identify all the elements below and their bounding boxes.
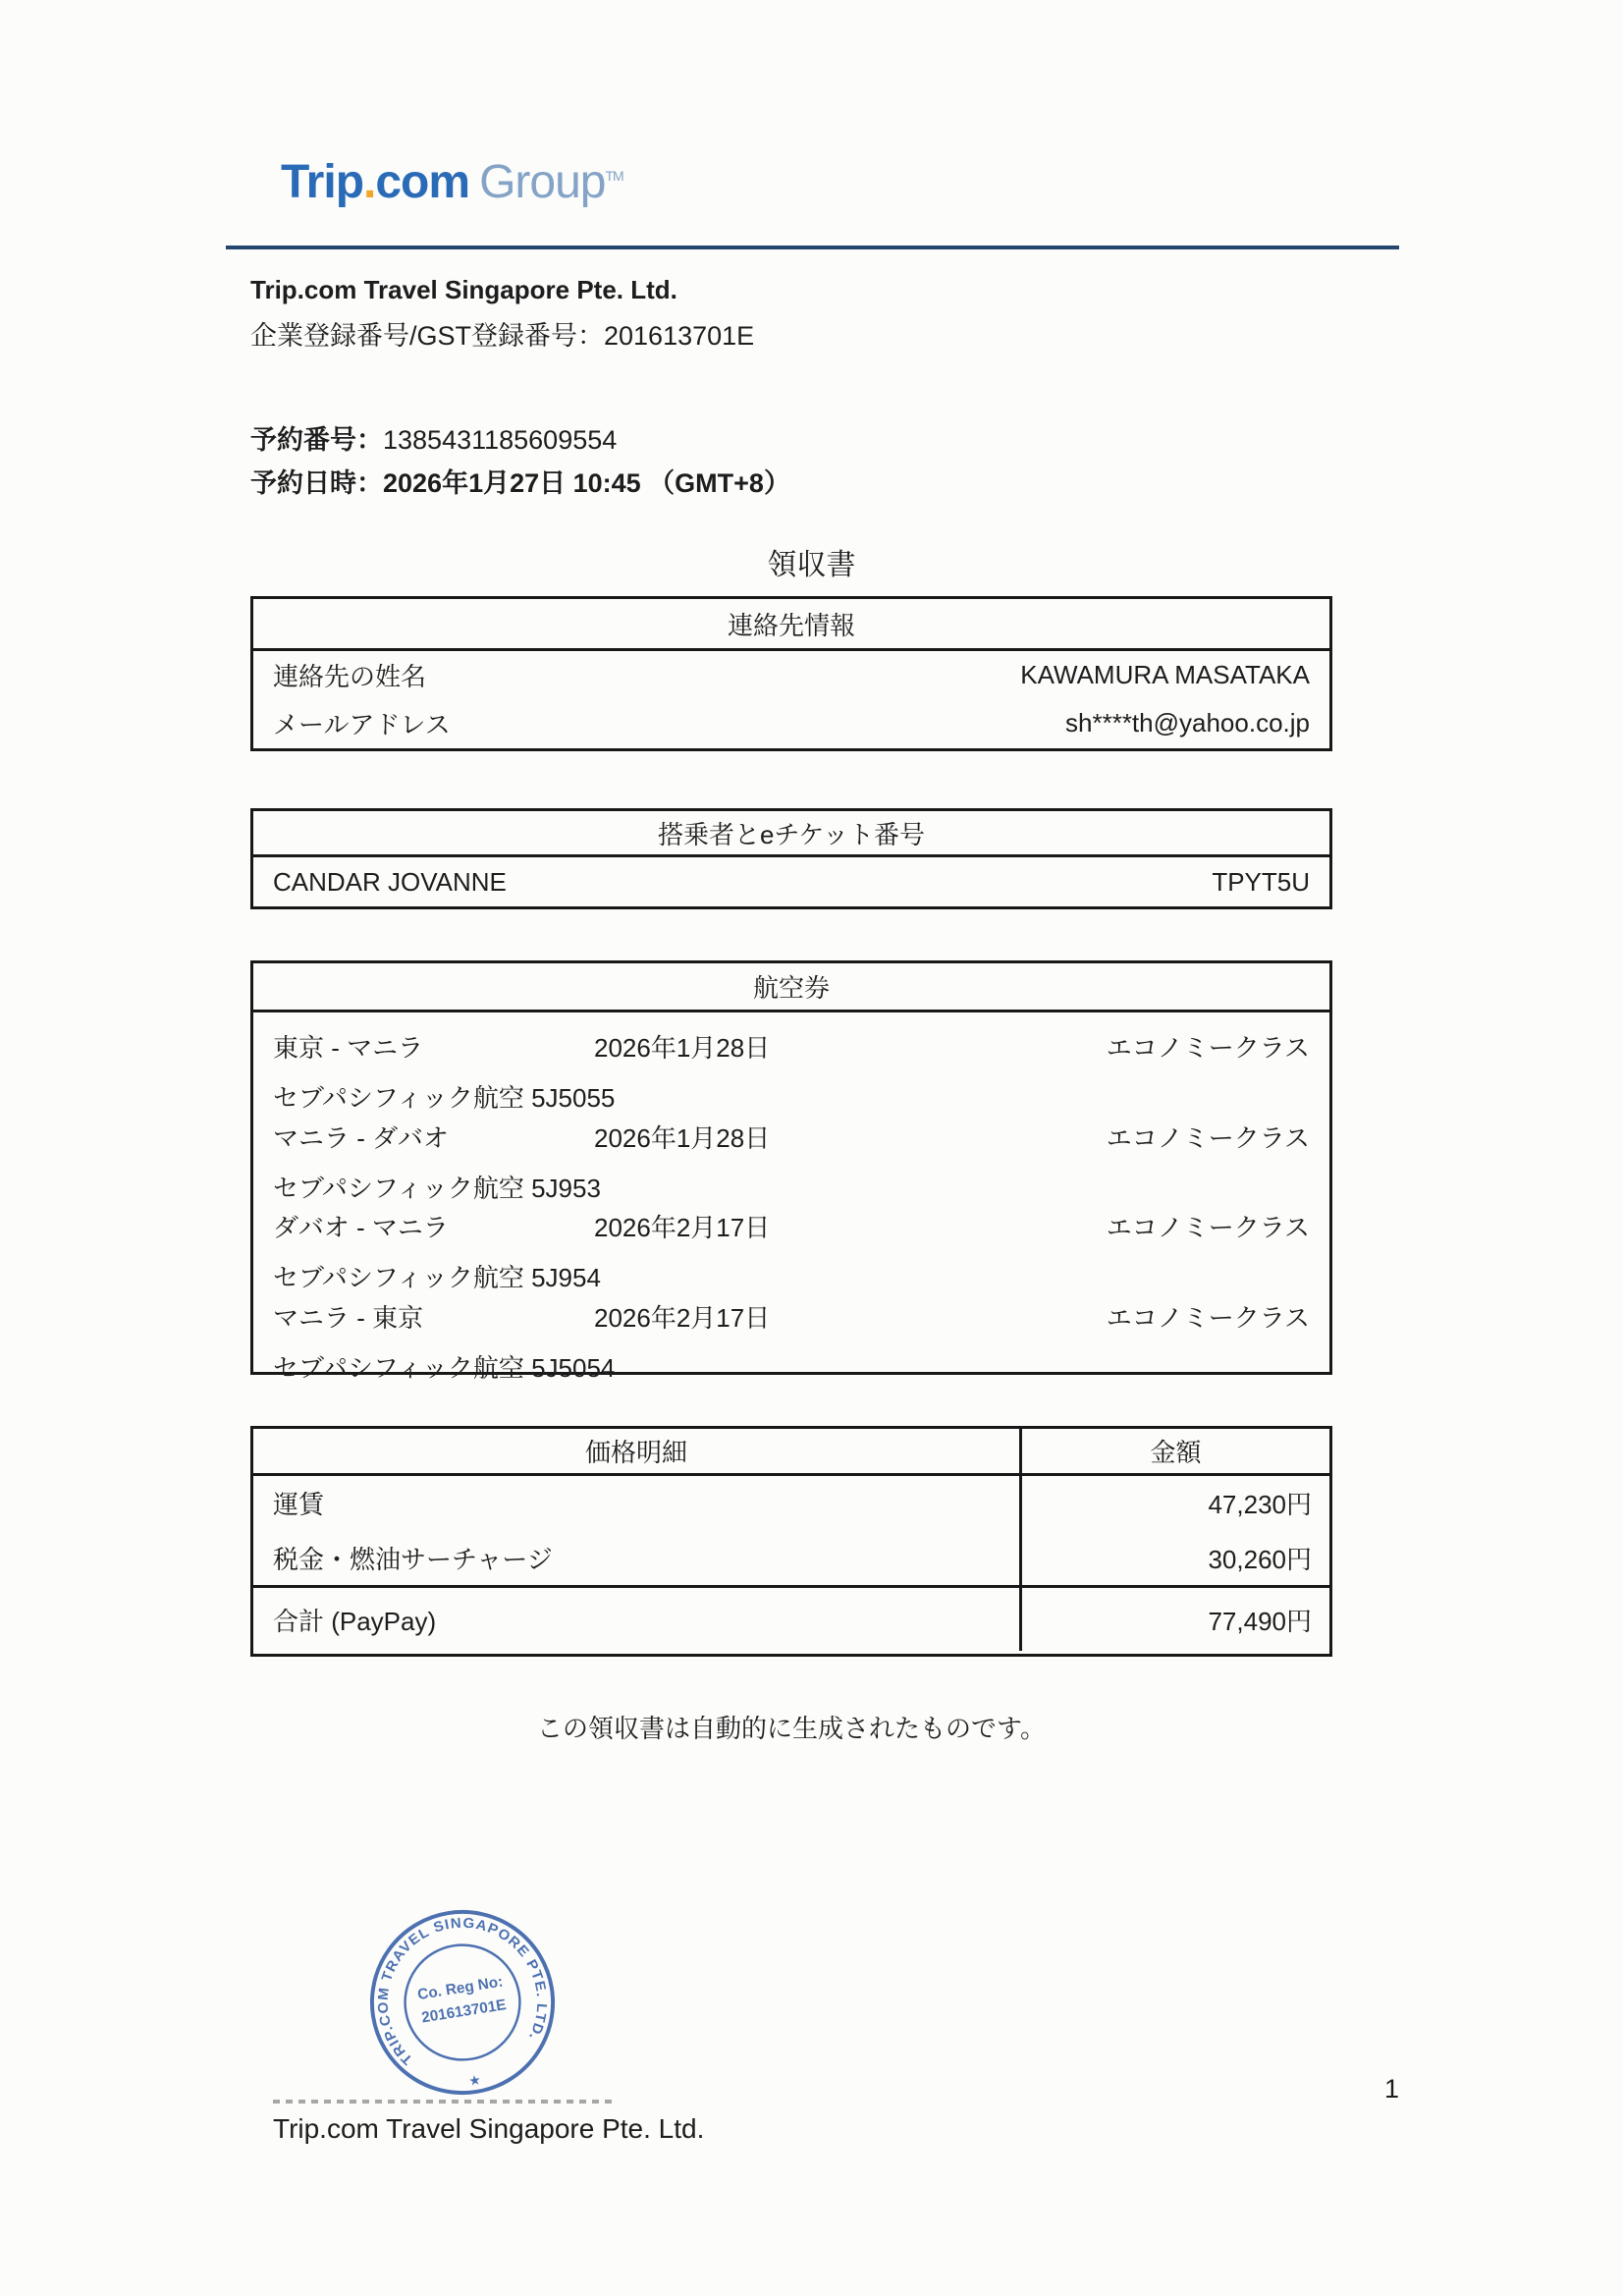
flight-date: 2026年2月17日: [594, 1302, 771, 1333]
total-row: [253, 1585, 1329, 1651]
total-label: 合計 (PayPay): [273, 1606, 437, 1636]
flight-row: [253, 1012, 1329, 1113]
logo-group-text: Group: [479, 156, 606, 208]
passenger-ticket-table: [250, 808, 1332, 909]
flight-route: マニラ - ダバオ: [273, 1122, 449, 1153]
company-name: Trip.com Travel Singapore Pte. Ltd.: [250, 275, 677, 304]
contact-info-table: [250, 596, 1332, 751]
flight-class: エコノミークラス: [1106, 1122, 1310, 1153]
eticket-number: TPYT5U: [1212, 866, 1310, 897]
fare-row: [253, 1476, 1329, 1531]
logo-trademark: TM: [605, 168, 623, 184]
fare-label: 運賃: [273, 1490, 325, 1520]
contact-email-value: sh****th@yahoo.co.jp: [1065, 708, 1310, 738]
signature-dashed-line: [273, 2100, 615, 2104]
total-amount: 77,490円: [1019, 1588, 1329, 1651]
flight-route: 東京 - マニラ: [273, 1033, 424, 1063]
auto-generated-note: この領収書は自動的に生成されたものです。: [537, 1714, 1046, 1743]
stamp-co-reg-label: Co. Reg No:: [416, 1973, 505, 2004]
price-table-body: [253, 1476, 1329, 1585]
booking-number-label: 予約番号：: [250, 425, 383, 455]
footer-company-name: Trip.com Travel Singapore Pte. Ltd.: [273, 2113, 705, 2144]
page-number: 1: [1384, 2074, 1400, 2104]
price-detail-table: [250, 1426, 1332, 1657]
header-divider-rule: [226, 246, 1399, 249]
stamp-co-reg-number: 201613701E: [420, 1996, 508, 2027]
booking-number-line: [250, 418, 617, 457]
flight-ticket-table: [250, 960, 1332, 1383]
booking-number-value: 1385431185609554: [383, 425, 618, 455]
stamp-star-icon: ★: [467, 2071, 482, 2090]
flight-route: ダバオ - マニラ: [273, 1213, 449, 1242]
contact-email-label: メールアドレス: [273, 710, 451, 739]
flight-date: 2026年1月28日: [594, 1033, 771, 1063]
flight-class: エコノミークラス: [1106, 1033, 1310, 1063]
booking-datetime-label: 予約日時：: [250, 468, 383, 498]
stamp-ring-text: TRIP.COM TRAVEL SINGAPORE PTE. LTD.: [375, 1915, 550, 2068]
contact-email-row: [253, 699, 1329, 747]
flight-date: 2026年1月28日: [594, 1122, 771, 1153]
price-table-header-row: [253, 1429, 1329, 1476]
contact-info-table-header: 連絡先情報: [253, 599, 1329, 651]
flight-airline-number: セブパシフィック航空 5J953: [273, 1173, 601, 1203]
flight-row: [253, 1192, 1329, 1292]
price-detail-header: 価格明細: [584, 1438, 687, 1467]
fare-amount: 47,230円: [1019, 1476, 1329, 1531]
passenger-name: CANDAR JOVANNE: [273, 866, 507, 897]
flight-route: マニラ - 東京: [273, 1302, 424, 1333]
tripcom-group-logo: [281, 155, 623, 209]
tax-surcharge-label: 税金・燃油サーチャージ: [273, 1544, 553, 1574]
contact-name-label: 連絡先の姓名: [273, 662, 427, 691]
contact-name-row: [253, 651, 1329, 699]
contact-name-value: KAWAMURA MASATAKA: [1020, 660, 1310, 689]
flight-class: エコノミークラス: [1106, 1302, 1310, 1333]
tax-surcharge-amount: 30,260円: [1019, 1531, 1329, 1586]
company-registration-number: 企業登録番号/GST登録番号：201613701E: [250, 321, 755, 351]
passenger-ticket-table-header: 搭乗者とeチケット番号: [253, 811, 1329, 857]
flight-row: [253, 1283, 1329, 1383]
logo-com-text: com: [375, 156, 470, 208]
logo-dot: .: [363, 156, 376, 208]
amount-header: 金額: [1019, 1429, 1329, 1473]
logo-trip-text: Trip: [281, 156, 364, 208]
flight-row: [253, 1103, 1329, 1203]
flight-table-header: 航空券: [253, 963, 1329, 1012]
flight-airline-number: セブパシフィック航空 5J5055: [273, 1083, 616, 1113]
flight-airline-number: セブパシフィック航空 5J5054: [273, 1352, 616, 1383]
booking-datetime-value: 2026年1月27日 10:45 （GMT+8）: [383, 468, 790, 498]
company-seal-stamp: [352, 1891, 574, 2114]
booking-datetime-line: [250, 462, 790, 500]
passenger-row: [253, 857, 1329, 906]
flight-airline-number: セブパシフィック航空 5J954: [273, 1263, 601, 1292]
flight-class: エコノミークラス: [1106, 1213, 1310, 1242]
receipt-title: 領収書: [767, 549, 856, 581]
flight-date: 2026年2月17日: [594, 1213, 771, 1242]
tax-surcharge-row: [253, 1531, 1329, 1586]
